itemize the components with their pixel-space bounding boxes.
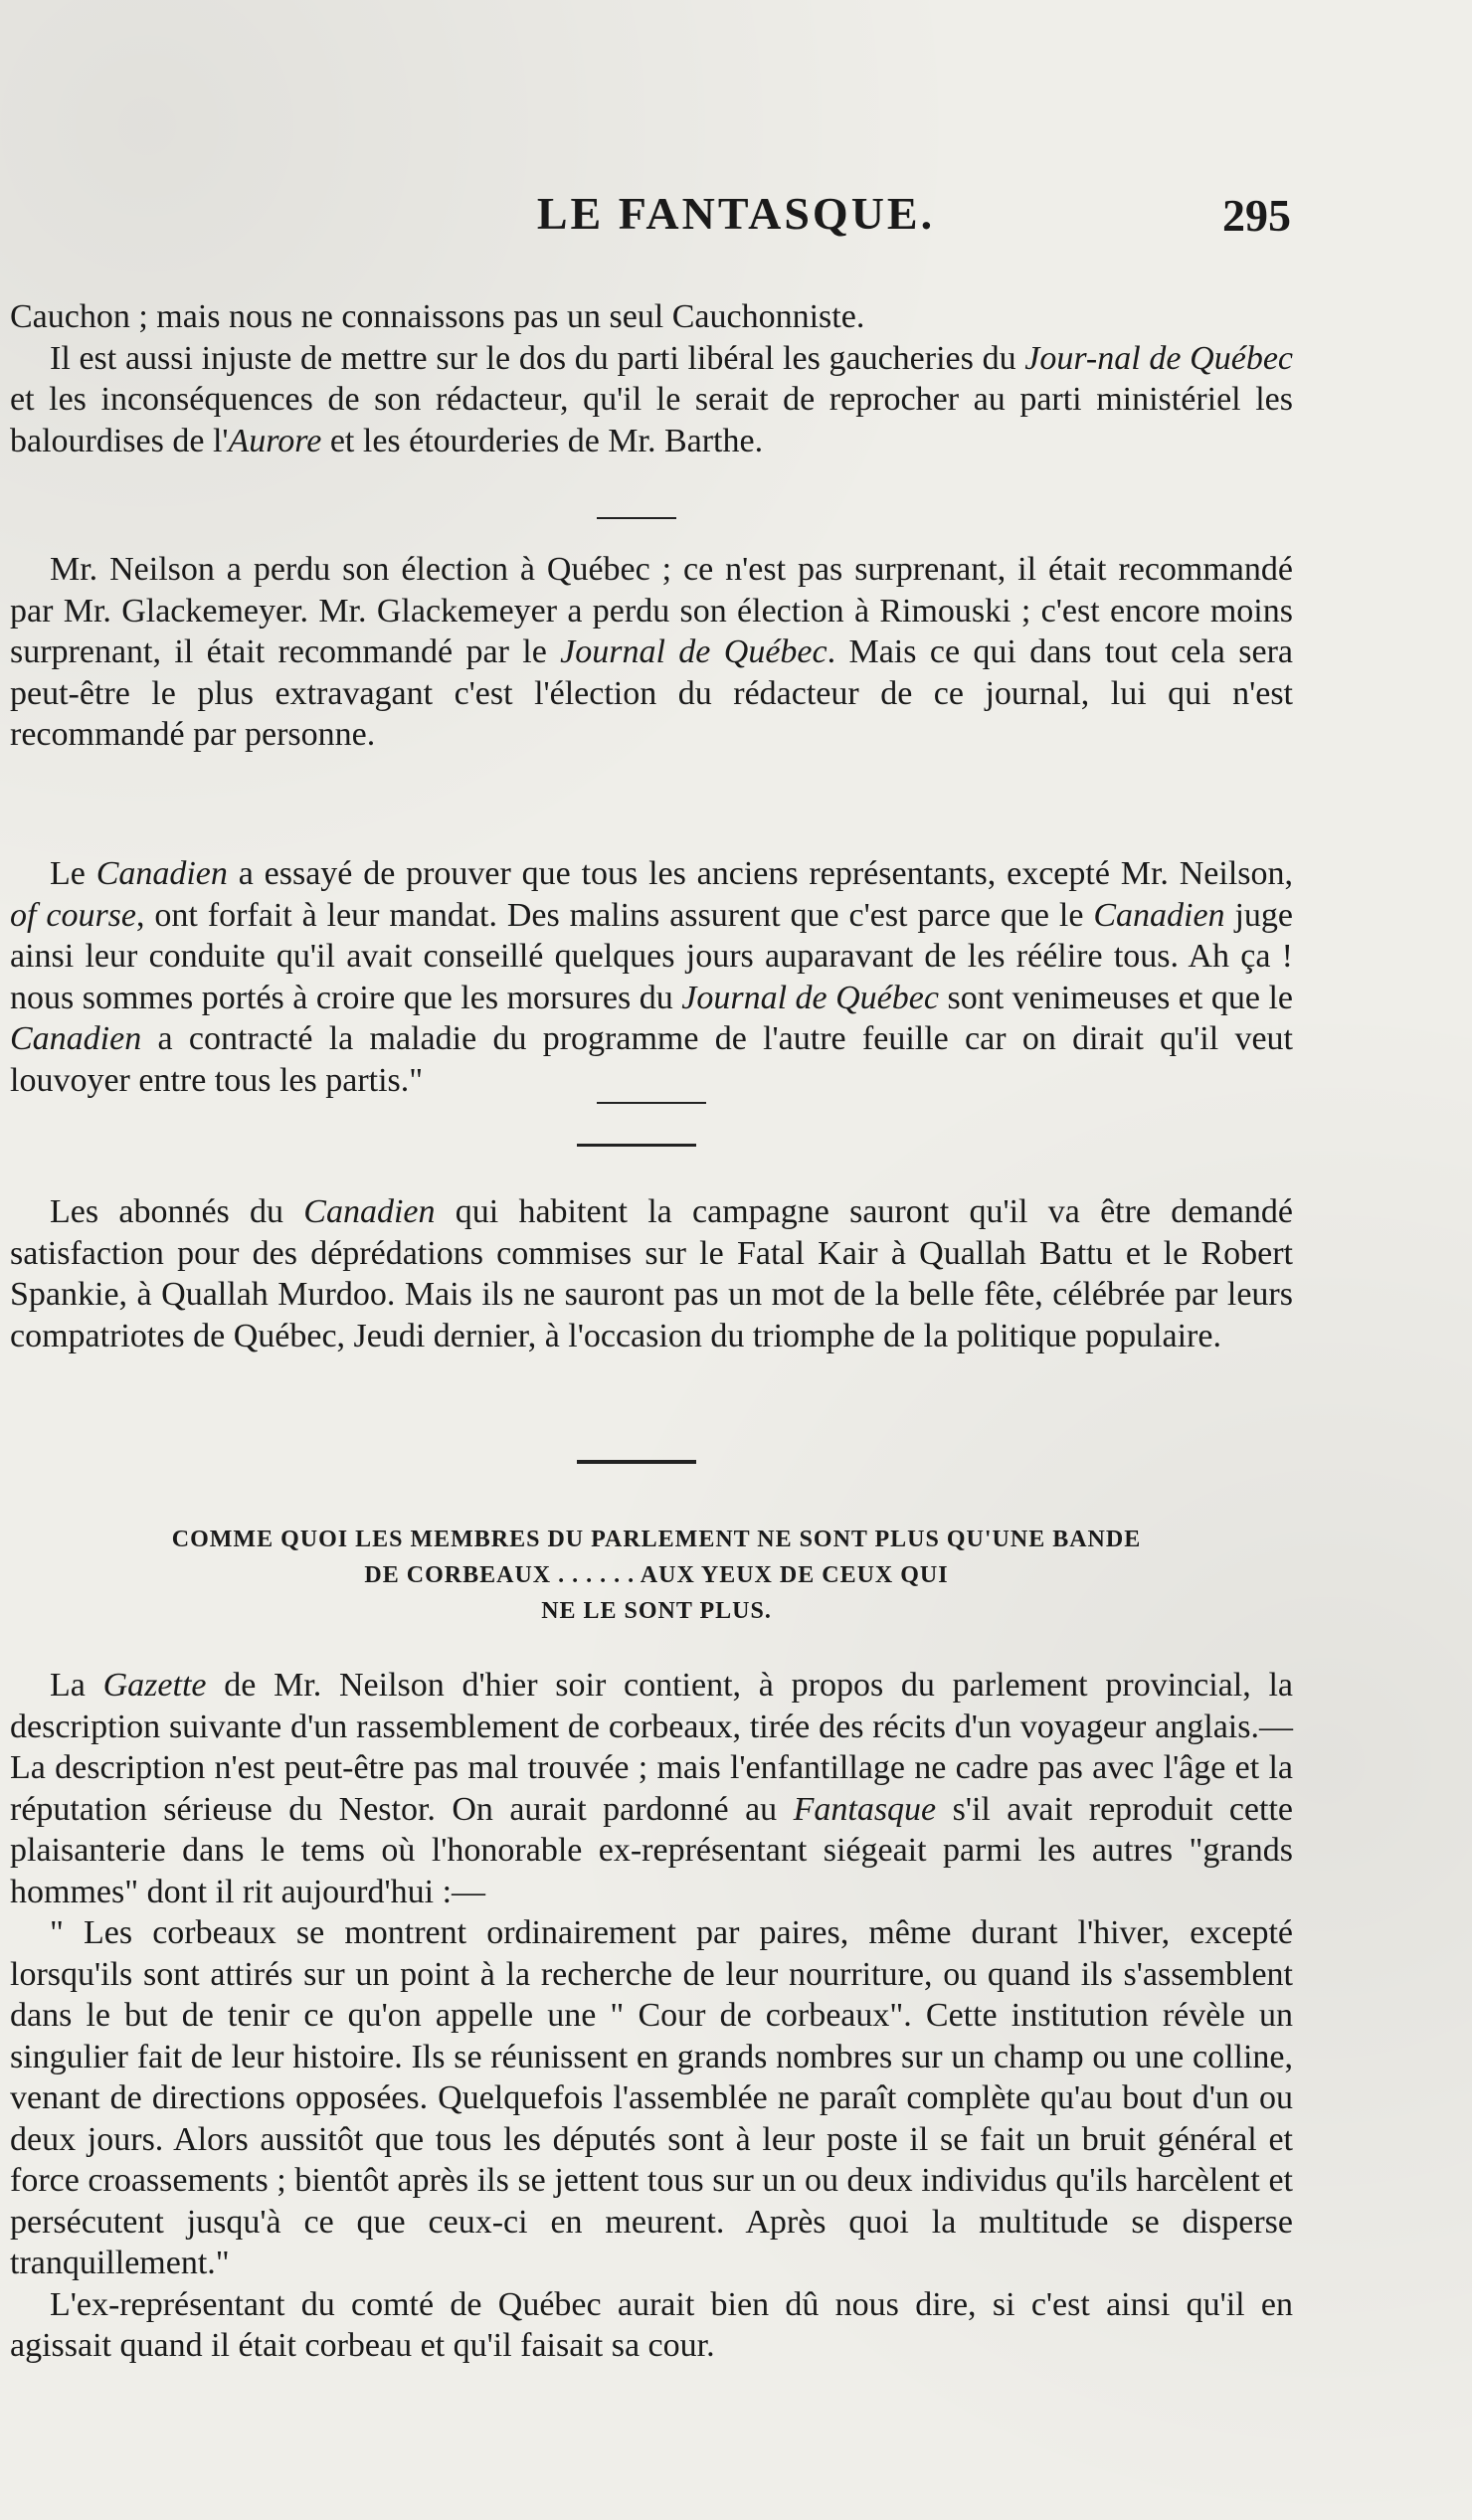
paragraph-cauchon: Cauchon ; mais nous ne connaissons pas un seul Cauchonniste. bbox=[10, 298, 865, 335]
separator-rule bbox=[597, 1102, 706, 1104]
gazette-paragraph: La Gazette de Mr. Neilson d'hier soir contient, à propos du parlement provincial, la description suivante d'un rassemblement de corbeaux, tirée des récits d'un voyageur anglais.—La description n'est peut-être pas mal trouvée ; mais l'enfantillage ne cadre pas avec l'âge et la réputation sérieuse du Nestor. On aurait pardonné au Fantasque s'il avait reproduit cette plaisanterie dans le tems où l'honorable ex-représentant siégeait parmi les autres "grands hommes" dont il rit aujourd'hui :— bbox=[10, 1667, 1293, 1910]
running-title: LE FANTASQUE. bbox=[536, 188, 936, 239]
separator-rule bbox=[597, 517, 676, 519]
opening-paragraphs bbox=[10, 296, 1293, 461]
page-number: 295 bbox=[1222, 190, 1291, 241]
page-header bbox=[0, 187, 1472, 247]
section-divider bbox=[577, 1460, 696, 1464]
paragraph-injuste: Il est aussi injuste de mettre sur le dos du parti libéral les gaucheries du Jour-nal de Québec et les inconséquences de son rédacteur, qu'il le serait de reprocher au parti ministériel les balourdises de l'Aurore et les étourderies de Mr. Barthe. bbox=[10, 339, 1294, 459]
closing-paragraph: L'ex-représentant du comté de Québec aurait bien dû nous dire, si c'est ainsi qu'il en agissait quand il était corbeau et qu'il faisait sa cour. bbox=[10, 2285, 1293, 2364]
article-heading: COMME QUOI LES MEMBRES DU PARLEMENT NE SONT PLUS QU'UNE BANDE DE CORBEAUX . . . . . . AUX YEUX DE CEUX QUI NE LE SONT PLUS. bbox=[171, 1527, 1142, 1624]
abonnes-paragraph: Les abonnés du Canadien qui habitent la campagne sauront qu'il va être demandé satisfaction pour des déprédations commises sur le Fatal Kair à Quallah Battu et le Robert Spankie, à Quallah Murdoo. Mais ils ne sauront pas un mot de la belle fête, célébrée par leurs compatriotes de Québec, Jeudi dernier, à l'occasion du triomphe de la politique populaire. bbox=[10, 1193, 1293, 1354]
neilson-paragraph: Mr. Neilson a perdu son élection à Québec ; ce n'est pas surprenant, il était recommandé par Mr. Glackemeyer. Mr. Glackemeyer a perdu son élection à Rimouski ; c'est encore moins surprenant, il était recommandé par le Journal de Québec. Mais ce qui dans tout cela sera peut-être le plus extravagant c'est l'élection du rédacteur de ce journal, lui qui n'est recommandé par personne. bbox=[10, 551, 1294, 753]
article-body bbox=[10, 1665, 1293, 2367]
separator-rule bbox=[577, 1144, 696, 1147]
canadien-paragraph: Le Canadien a essayé de prouver que tous les anciens représentants, excepté Mr. Neilson, of course, ont forfait à leur mandat. Des malins assurent que c'est parce que le Canadien juge ainsi leur conduite qu'il avait conseillé quelques jours auparavant de les réélire tous. Ah ça ! nous sommes portés à croire que les morsures du Journal de Québec sont venimeuses et que le Canadien a contracté la maladie du programme de l'autre feuille car on dirait qu'il veut louvoyer entre tous les partis." bbox=[10, 855, 1294, 1099]
quotation-paragraph: " Les corbeaux se montrent ordinairement par paires, même durant l'hiver, excepté lorsqu'ils sont attirés sur un point à la recherche de leur nourriture, ou quand ils s'assemblent dans le but de tenir ce qu'on appelle une " Cour de corbeaux". Cette institution révèle un singulier fait de leur histoire. Ils se réunissent en grands nombres sur un champ ou une colline, venant de directions opposées. Quelquefois l'assemblée ne paraît complète qu'au bout d'un ou deux jours. Alors aussitôt que tous les députés sont à leur poste il se fait un bruit général et force croassements ; bientôt après ils se jettent tous sur un ou deux individus qu'ils harcèlent et persécutent jusqu'à ce que ceux-ci en meurent. Après quoi la multitude se disperse tranquillement." bbox=[10, 1914, 1293, 2281]
